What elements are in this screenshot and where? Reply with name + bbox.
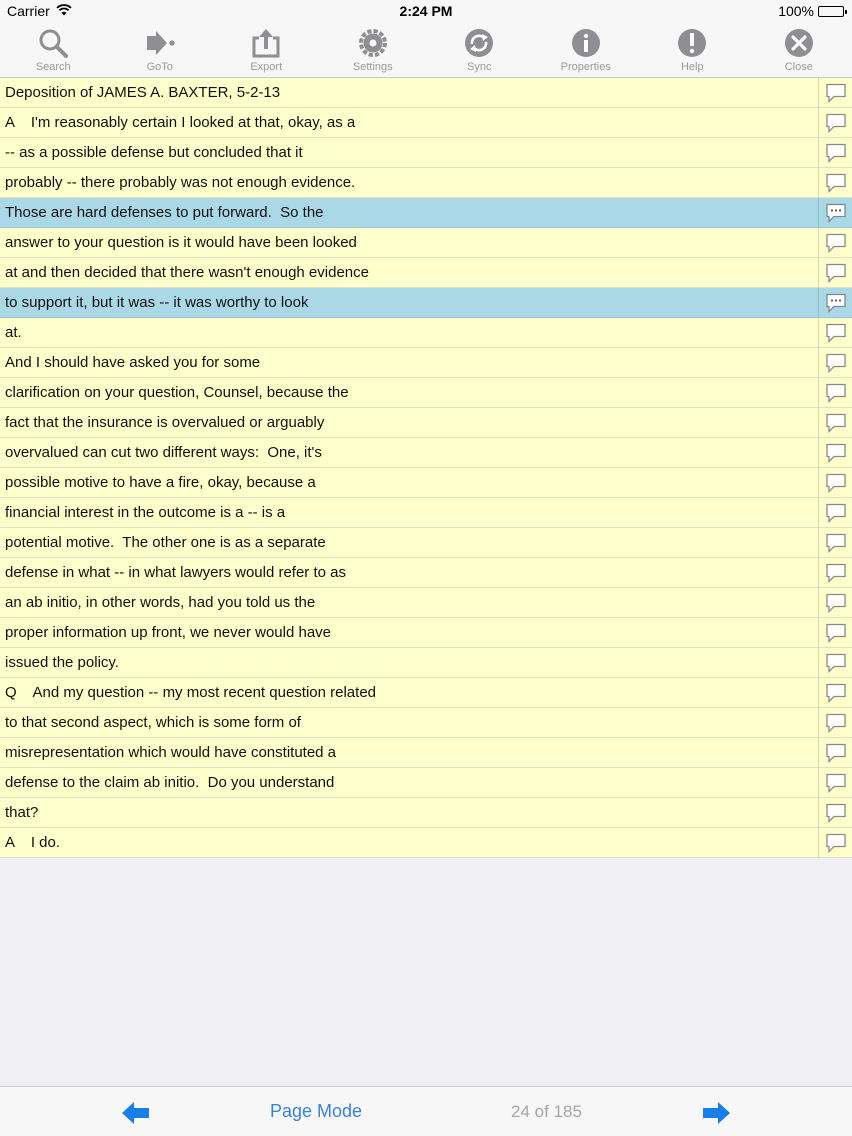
transcript-line-text: that? — [5, 804, 39, 821]
transcript-line[interactable] — [0, 198, 852, 228]
note-bubble-icon — [825, 353, 847, 373]
note-button[interactable] — [818, 678, 852, 707]
sync-icon — [463, 27, 495, 59]
battery-icon — [818, 6, 844, 17]
note-bubble-icon — [825, 713, 847, 733]
help-label: Help — [680, 61, 704, 73]
note-button[interactable] — [818, 438, 852, 467]
note-bubble-icon — [825, 473, 847, 493]
transcript-line[interactable] — [0, 288, 852, 318]
carrier-label: Carrier — [7, 3, 50, 19]
note-bubble-icon — [825, 443, 847, 463]
note-bubble-icon — [825, 803, 847, 823]
transcript-line-text: issued the policy. — [5, 654, 119, 671]
note-bubble-icon — [825, 623, 847, 643]
transcript-line-text: fact that the insurance is overvalued or arguably — [5, 414, 325, 431]
transcript-line-text: defense to the claim ab initio. Do you understand — [5, 774, 335, 791]
transcript-line[interactable] — [0, 558, 852, 588]
note-bubble-icon — [825, 683, 847, 703]
transcript-line[interactable] — [0, 78, 852, 108]
transcript-line-text: an ab initio, in other words, had you told us the — [5, 594, 316, 611]
alert-icon — [676, 27, 708, 59]
transcript-line[interactable] — [0, 348, 852, 378]
note-button[interactable] — [818, 588, 852, 617]
note-button[interactable] — [818, 108, 852, 137]
note-button[interactable] — [818, 738, 852, 767]
note-bubble-icon — [825, 233, 847, 253]
note-bubble-icon — [825, 263, 847, 283]
note-bubble-icon — [825, 563, 847, 583]
transcript-line-text: possible motive to have a fire, okay, because a — [5, 474, 316, 491]
transcript-line-text: potential motive. The other one is as a separate — [5, 534, 326, 551]
transcript-line[interactable] — [0, 258, 852, 288]
transcript-line-text: financial interest in the outcome is a -- is a — [5, 504, 286, 521]
note-button[interactable] — [818, 168, 852, 197]
note-button[interactable] — [818, 228, 852, 257]
transcript-line-text: defense in what -- in what lawyers would refer to as — [5, 564, 346, 581]
export-button[interactable] — [213, 22, 320, 77]
note-bubble-icon — [825, 533, 847, 553]
note-bubble-icon — [825, 383, 847, 403]
note-bubble-icon — [825, 653, 847, 673]
close-button[interactable] — [746, 22, 852, 77]
goto-arrow-icon — [144, 27, 176, 59]
transcript-line[interactable] — [0, 378, 852, 408]
transcript-line[interactable] — [0, 588, 852, 618]
note-button[interactable] — [818, 798, 852, 827]
note-button[interactable] — [818, 828, 852, 857]
note-button[interactable] — [818, 318, 852, 347]
transcript-line-text: A I do. — [5, 834, 61, 851]
next-page-arrow-icon[interactable] — [702, 1102, 730, 1124]
note-button[interactable] — [818, 768, 852, 797]
transcript-line-text: clarification on your question, Counsel, because the — [5, 384, 349, 401]
note-button[interactable] — [818, 378, 852, 407]
toolbar — [0, 22, 852, 78]
note-bubble-icon — [825, 833, 847, 853]
transcript-line[interactable] — [0, 828, 852, 858]
transcript-line-text: misrepresentation which would have constituted a — [5, 744, 337, 761]
transcript-line-text: probably -- there probably was not enough evidence. — [5, 174, 356, 191]
note-bubble-icon — [825, 83, 847, 103]
note-button[interactable] — [818, 528, 852, 557]
transcript-line[interactable] — [0, 168, 852, 198]
note-bubble-icon — [825, 413, 847, 433]
goto-button[interactable] — [107, 22, 214, 77]
settings-button[interactable] — [320, 22, 427, 77]
close-label: Close — [784, 61, 813, 73]
transcript-line-text: overvalued can cut two different ways: One, it's — [5, 444, 322, 461]
transcript-line-text: -- as a possible defense but concluded that it — [5, 144, 303, 161]
page-mode-button[interactable]: Page Mode — [270, 1101, 363, 1121]
note-button[interactable] — [818, 288, 852, 317]
note-bubble-icon — [825, 503, 847, 523]
note-bubble-icon — [825, 773, 847, 793]
note-button[interactable] — [818, 138, 852, 167]
transcript-line[interactable] — [0, 108, 852, 138]
search-button[interactable] — [0, 22, 107, 77]
note-bubble-icon — [825, 143, 847, 163]
note-bubble-icon — [825, 203, 847, 223]
bottom-bar — [0, 1086, 852, 1136]
transcript-line-text: A I'm reasonably certain I looked at that, okay, as a — [5, 114, 356, 131]
note-button[interactable] — [818, 348, 852, 377]
transcript-line[interactable] — [0, 618, 852, 648]
transcript-list — [0, 78, 852, 858]
settings-label: Settings — [352, 61, 393, 73]
transcript-line[interactable] — [0, 498, 852, 528]
note-button[interactable] — [818, 198, 852, 227]
note-button[interactable] — [818, 468, 852, 497]
search-label: Search — [35, 61, 71, 73]
transcript-line[interactable] — [0, 708, 852, 738]
clock: 2:24 PM — [399, 3, 453, 19]
note-button[interactable] — [818, 408, 852, 437]
transcript-line[interactable] — [0, 738, 852, 768]
transcript-line[interactable] — [0, 468, 852, 498]
transcript-line-text: answer to your question is it would have been looked — [5, 234, 357, 251]
properties-label: Properties — [560, 61, 611, 73]
transcript-line-text: Deposition of JAMES A. BAXTER, 5-2-13 — [5, 84, 281, 101]
transcript-line-text: Those are hard defenses to put forward. So the — [5, 204, 324, 221]
page-indicator: 24 of 185 — [511, 1102, 582, 1121]
transcript-line[interactable] — [0, 528, 852, 558]
transcript-line[interactable] — [0, 768, 852, 798]
note-bubble-icon — [825, 173, 847, 193]
goto-label: GoTo — [146, 61, 173, 73]
transcript-line[interactable] — [0, 438, 852, 468]
note-bubble-icon — [825, 293, 847, 313]
magnifier-icon — [37, 27, 69, 59]
transcript-line-text: to support it, but it was -- it was worthy to look — [5, 294, 309, 311]
transcript-line-text: at and then decided that there wasn't enough evidence — [5, 264, 369, 281]
note-bubble-icon — [825, 593, 847, 613]
battery-percentage: 100% — [778, 3, 814, 19]
transcript-line-text: Q And my question -- my most recent question related — [5, 684, 377, 701]
note-button[interactable] — [818, 78, 852, 107]
transcript-line[interactable] — [0, 648, 852, 678]
transcript-line[interactable] — [0, 138, 852, 168]
previous-page-arrow-icon[interactable] — [122, 1102, 150, 1124]
transcript-line[interactable] — [0, 798, 852, 828]
sync-label: Sync — [467, 61, 492, 73]
close-icon — [783, 27, 815, 59]
note-button[interactable] — [818, 618, 852, 647]
sync-button[interactable] — [426, 22, 533, 77]
transcript-line[interactable] — [0, 408, 852, 438]
help-button[interactable] — [639, 22, 746, 77]
note-bubble-icon — [825, 113, 847, 133]
transcript-line-text: at. — [5, 324, 22, 341]
export-label: Export — [250, 61, 283, 73]
transcript-line-text: And I should have asked you for some — [5, 354, 261, 371]
info-icon — [570, 27, 602, 59]
transcript-line[interactable] — [0, 678, 852, 708]
note-bubble-icon — [825, 743, 847, 763]
transcript-line-text: proper information up front, we never would have — [5, 624, 332, 641]
export-icon — [250, 27, 282, 59]
note-button[interactable] — [818, 708, 852, 737]
note-button[interactable] — [818, 648, 852, 677]
transcript-line[interactable] — [0, 318, 852, 348]
note-button[interactable] — [818, 258, 852, 287]
note-bubble-icon — [825, 323, 847, 343]
status-bar — [0, 0, 852, 22]
note-button[interactable] — [818, 498, 852, 527]
gear-icon — [357, 27, 389, 59]
transcript-line-text: to that second aspect, which is some form of — [5, 714, 301, 731]
properties-button[interactable] — [533, 22, 640, 77]
transcript-line[interactable] — [0, 228, 852, 258]
note-button[interactable] — [818, 558, 852, 587]
